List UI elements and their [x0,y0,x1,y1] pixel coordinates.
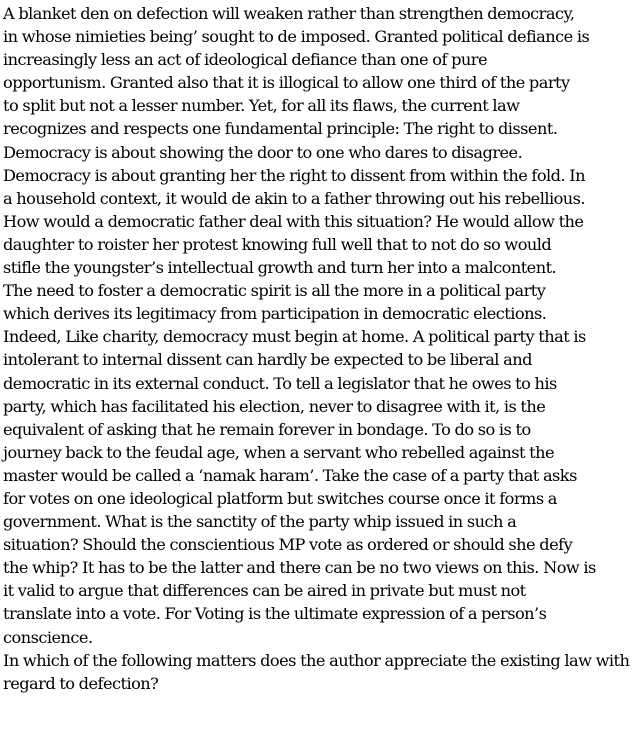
passage-line: Indeed, Like charity, democracy must begin at home. A political party that is [3,327,586,347]
passage-line: opportunism. Granted also that it is illogical to allow one third of the party [3,73,570,93]
passage-line: journey back to the feudal age, when a servant who rebelled against the [3,442,555,462]
passage-line: increasingly less an act of ideological defiance than one of pure [3,50,487,70]
passage-line: party, which has facilitated his election, never to disagree with it, is the [3,396,546,416]
passage-line: which derives its legitimacy from participation in democratic elections. [3,304,547,324]
question-text [3,649,635,695]
passage-line: intolerant to internal dissent can hardly be expected to be liberal and [3,350,532,370]
passage-line: translate into a vote. For Voting is the ultimate expression of a person’s [3,604,547,624]
passage-line: stifle the youngster’s intellectual growth and turn her into a malcontent. [3,258,557,278]
passage-line: Democracy is about showing the door to one who dares to disagree. [3,142,523,162]
passage-line: Democracy is about granting her the right to dissent from within the fold. In [3,165,586,185]
passage-line: situation? Should the conscientious MP vote as ordered or should she defy [3,535,573,555]
passage-line: master would be called a ‘namak haram’. Take the case of a party that asks [3,465,577,485]
passage-line: daughter to roister her protest knowing full well that to not do so would [3,234,552,254]
passage-line: in whose nimieties being’ sought to de imposed. Granted political defiance is [3,27,590,47]
passage-line: a household context, it would de akin to a father throwing out his rebellious. [3,188,586,208]
passage-line: A blanket den on defection will weaken rather than strengthen democracy, [3,4,575,23]
passage-line: How would a democratic father deal with this situation? He would allow the [3,211,584,231]
question-line: In which of the following matters does the author appreciate the existing law with [3,650,630,670]
passage-line: for votes on one ideological platform but switches course once it forms a [3,488,557,508]
passage-line: democratic in its external conduct. To tell a legislator that he owes to his [3,373,557,393]
passage-line: to split but not a lesser number. Yet, for all its flaws, the current law [3,96,520,116]
passage-line: The need to foster a democratic spirit is all the more in a political party [3,281,546,301]
passage-line: conscience. [3,627,93,647]
passage-line: the whip? It has to be the latter and there can be no two views on this. Now is [3,558,596,578]
passage-text [3,2,635,649]
passage-line: it valid to argue that differences can be aired in private but must not [3,581,526,601]
passage-line: equivalent of asking that he remain forever in bondage. To do so is to [3,419,531,439]
passage-line: recognizes and respects one fundamental principle: The right to dissent. [3,119,558,139]
passage-line: government. What is the sanctity of the party whip issued in such a [3,512,517,532]
question-line: regard to defection? [3,673,159,693]
